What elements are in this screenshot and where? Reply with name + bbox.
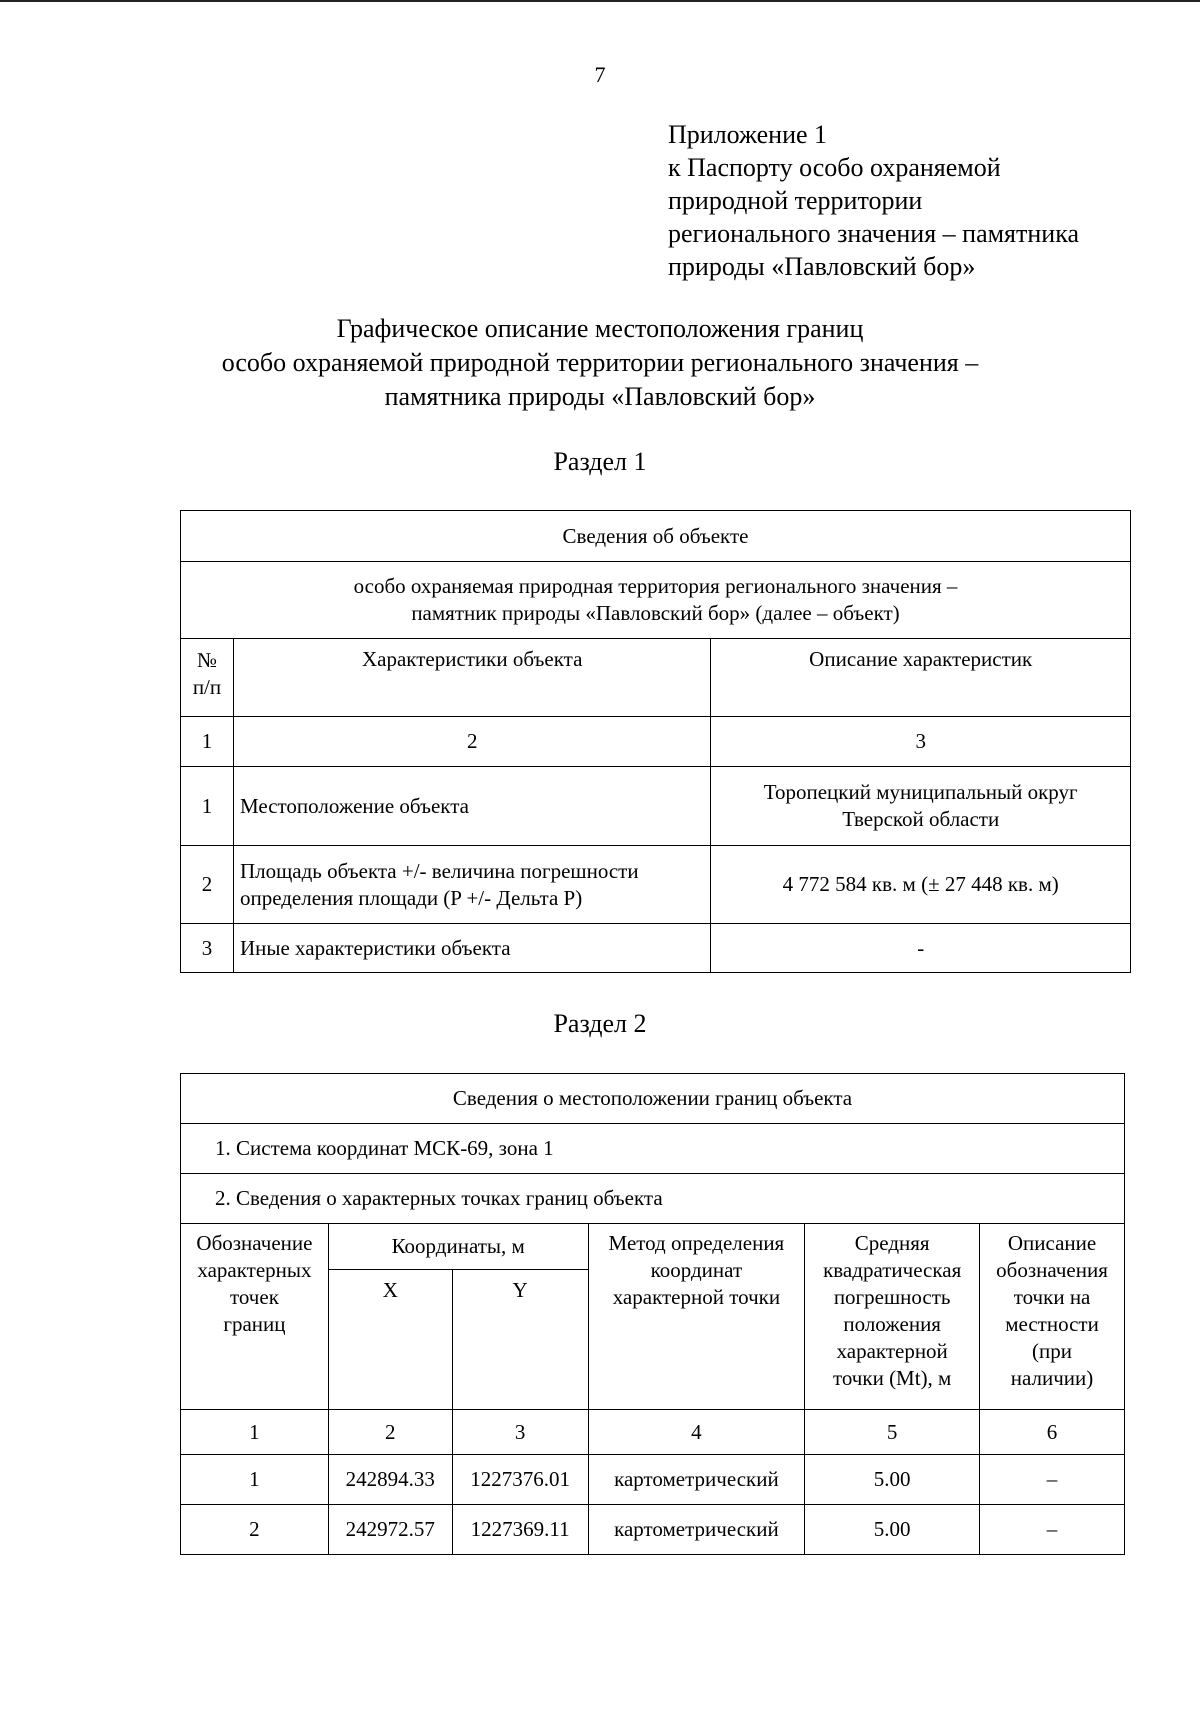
header-line: наличии) xyxy=(1010,1366,1094,1390)
point-y: 1227376.01 xyxy=(452,1455,588,1505)
row-characteristic: Местоположение объекта xyxy=(233,767,710,846)
header-line: Описание xyxy=(1007,1231,1097,1255)
table-title: Сведения об объекте xyxy=(181,511,1131,562)
header-line: обозначения xyxy=(996,1258,1108,1282)
header-line: положения xyxy=(843,1312,941,1336)
header-designation xyxy=(181,1224,329,1410)
header-y: Y xyxy=(452,1270,588,1410)
row-value-line: Торопецкий муниципальный округ xyxy=(763,780,1078,804)
col-number: 3 xyxy=(452,1410,588,1455)
title-line: Графическое описание местоположения границ xyxy=(336,314,864,343)
object-name-line: памятник природы «Павловский бор» (далее – объект) xyxy=(411,601,900,625)
header-line: Обозначение xyxy=(196,1231,313,1255)
header-line: характерной xyxy=(836,1339,948,1363)
header-line: (при xyxy=(1032,1339,1073,1363)
row-num: 3 xyxy=(181,924,234,973)
col-number: 2 xyxy=(233,717,710,767)
object-name-cell xyxy=(181,562,1131,639)
col-number: 6 xyxy=(980,1410,1125,1455)
page-number: 7 xyxy=(594,62,606,87)
row-num: 1 xyxy=(181,767,234,846)
row-characteristic: Иные характеристики объекта xyxy=(233,924,710,973)
header-line: границ xyxy=(223,1312,286,1336)
header-coordinates: Координаты, м xyxy=(328,1224,588,1270)
header-point-description xyxy=(980,1224,1125,1410)
row-num: 2 xyxy=(181,846,234,924)
appendix-line: природы «Павловский бор» xyxy=(668,252,976,281)
header-line: Средняя xyxy=(854,1231,930,1255)
title-line: особо охраняемой природной территории регионального значения – xyxy=(221,348,979,377)
col-number: 2 xyxy=(328,1410,452,1455)
table-row xyxy=(181,1455,1125,1505)
header-line: квадратическая xyxy=(823,1258,962,1282)
row-characteristic xyxy=(233,846,710,924)
point-y: 1227369.11 xyxy=(452,1505,588,1555)
header-line: точки (Mt), м xyxy=(832,1366,952,1390)
section1-heading: Раздел 1 xyxy=(553,447,647,476)
col-number: 1 xyxy=(181,1410,329,1455)
title-line: памятника природы «Павловский бор» xyxy=(384,382,816,411)
header-method xyxy=(588,1224,805,1410)
document-title xyxy=(0,312,1200,414)
row-value: 4 772 584 кв. м (± 27 448 кв. м) xyxy=(711,846,1131,924)
table-row xyxy=(181,846,1131,924)
appendix-line: регионального значения – памятника xyxy=(668,219,1079,248)
header-characteristic: Характеристики объекта xyxy=(233,639,710,717)
point-x: 242894.33 xyxy=(328,1455,452,1505)
point-method: картометрический xyxy=(588,1505,805,1555)
header-line: Метод определения xyxy=(608,1231,785,1255)
header-line: точек xyxy=(229,1285,279,1309)
point-method: картометрический xyxy=(588,1455,805,1505)
header-num-line: п/п xyxy=(192,675,222,699)
section2-heading: Раздел 2 xyxy=(553,1009,647,1038)
object-name-line: особо охраняемая природная территория регионального значения – xyxy=(353,574,958,598)
point-x: 242972.57 xyxy=(328,1505,452,1555)
boundary-points-table xyxy=(180,1073,1125,1555)
header-line: местности xyxy=(1005,1312,1099,1336)
point-description: – xyxy=(980,1505,1125,1555)
header-line: погрешность xyxy=(833,1285,951,1309)
appendix-header xyxy=(668,118,1079,283)
col-number: 1 xyxy=(181,717,234,767)
row-value: - xyxy=(711,924,1131,973)
header-num xyxy=(181,639,234,717)
table-title: Сведения о местоположении границ объекта xyxy=(181,1074,1125,1124)
header-line: координат xyxy=(650,1258,743,1282)
point-description: – xyxy=(980,1455,1125,1505)
point-error: 5.00 xyxy=(805,1505,980,1555)
header-line: характерной точки xyxy=(612,1285,781,1309)
header-error xyxy=(805,1224,980,1410)
header-num-line: № xyxy=(196,648,217,672)
point-id: 1 xyxy=(181,1455,329,1505)
object-info-table xyxy=(180,510,1131,973)
point-id: 2 xyxy=(181,1505,329,1555)
header-line: характерных xyxy=(197,1258,312,1282)
table-row xyxy=(181,767,1131,846)
header-x: X xyxy=(328,1270,452,1410)
col-number: 4 xyxy=(588,1410,805,1455)
row-value xyxy=(711,767,1131,846)
col-number: 5 xyxy=(805,1410,980,1455)
appendix-line: к Паспорту особо охраняемой xyxy=(668,153,1001,182)
table-row xyxy=(181,1505,1125,1555)
appendix-line: природной территории xyxy=(668,186,923,215)
scan-top-border xyxy=(0,0,1200,2)
row-characteristic-line: определения площади (P +/- Дельта P) xyxy=(239,885,583,910)
appendix-line: Приложение 1 xyxy=(668,120,828,149)
coordinate-system: 1. Система координат МСК-69, зона 1 xyxy=(181,1124,1125,1174)
col-number: 3 xyxy=(711,717,1131,767)
row-value-line: Тверской области xyxy=(842,807,1000,831)
header-line: точки на xyxy=(1013,1285,1091,1309)
table-row xyxy=(181,924,1131,973)
row-characteristic-line: Площадь объекта +/- величина погрешности xyxy=(239,858,639,883)
header-description: Описание характеристик xyxy=(711,639,1131,717)
point-error: 5.00 xyxy=(805,1455,980,1505)
points-info: 2. Сведения о характерных точках границ объекта xyxy=(181,1174,1125,1224)
